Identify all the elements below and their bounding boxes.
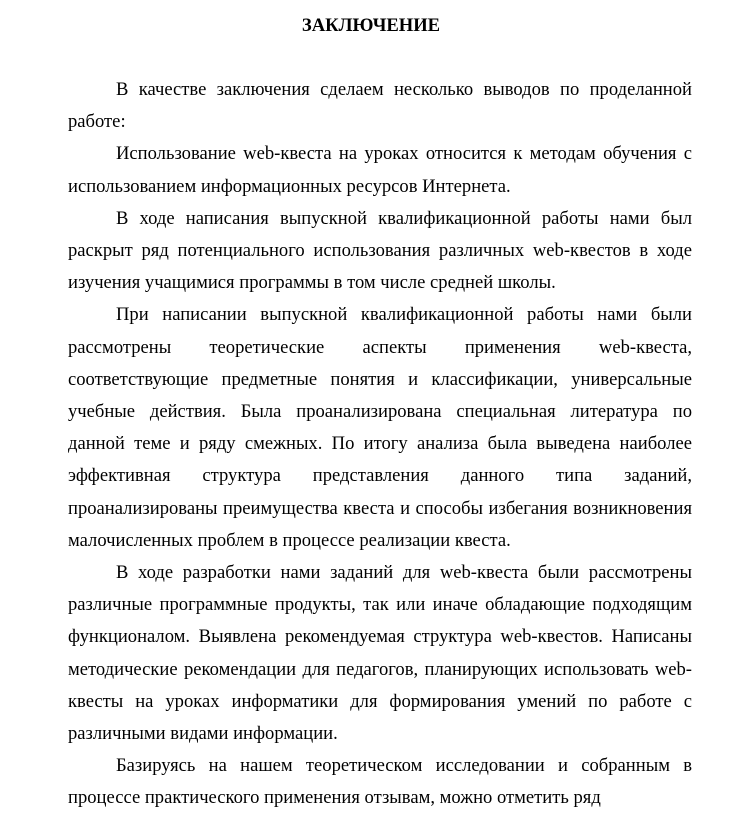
paragraph-theory-review: При написании выпускной квалификационной работы нами были рассмотрены теоретические аспекты применения web-квеста, соответствующие предметные понятия и классификации, универсальные учебные действия. Была проанализирована специальная литература по данной теме и ряду смежных. По итогу анализа была выведена наиболее эффективная структура представления данного типа заданий, проанализированы преимущества квеста и способы избегания возникновения малочисленных проблем в процессе реализации квеста. xyxy=(68,304,692,551)
paragraph-web-quest-methods: Использование web-квеста на уроках относится к методам обучения с использованием информационных ресурсов Интернета. xyxy=(68,143,692,197)
page-title: ЗАКЛЮЧЕНИЕ xyxy=(301,15,441,36)
paragraph-software-review: В ходе разработки нами заданий для web-квеста были рассмотрены различные программные продукты, так или иначе обладающие подходящим функционалом. Выявлена рекомендуемая структура web-квестов. Написаны методические рекомендации для педагогов, планирующих использовать web-квесты на уроках информатики для формирования умений по работе с различными видами информации. xyxy=(68,562,692,745)
paragraph-feedback: Базируясь на нашем теоретическом исследовании и собранным в процессе практического применения отзывам, можно отметить ряд xyxy=(68,755,692,809)
paragraph-intro: В качестве заключения сделаем несколько выводов по проделанной работе: xyxy=(68,79,692,133)
paragraph-potential-use: В ходе написания выпускной квалификационной работы нами был раскрыт ряд потенциального использования различных web-квестов в ходе изучения учащимися программы в том числе средней школы. xyxy=(68,207,692,294)
document-body xyxy=(68,74,692,813)
